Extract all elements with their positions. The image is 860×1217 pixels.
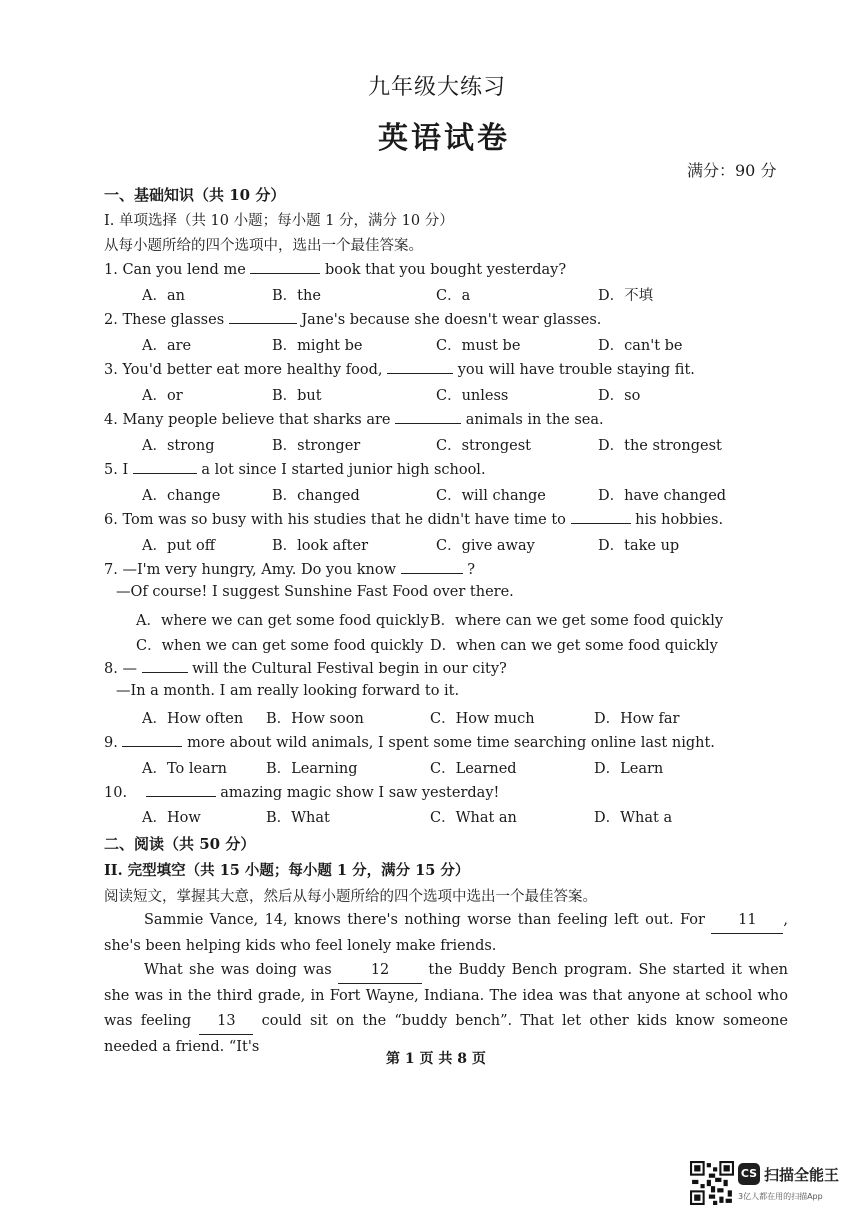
question-stem	[104, 259, 566, 278]
option-d: D．when can we get some food quickly	[430, 638, 718, 654]
stem-pre: 10.	[104, 785, 128, 801]
option-b: B．look after	[272, 538, 368, 554]
stem-pre: 6. Tom was so busy with his studies that he didn't have time to	[104, 512, 566, 528]
stem-post: will the Cultural Festival begin in our city?	[192, 661, 507, 677]
option-c: C．give away	[436, 538, 535, 554]
option-c: C．when we can get some food quickly	[136, 638, 424, 654]
option-a: A．change	[142, 488, 221, 504]
answer-blank	[146, 782, 216, 797]
option-c: C．What an	[430, 810, 517, 826]
instruction: 从每小题所给的四个选项中，选出一个最佳答案。	[104, 238, 423, 254]
cloze-blank: 13	[199, 1009, 253, 1035]
passage-text: the Buddy Bench program. She started it when she was in the third grade, in Fort Wayne, Indiana. The idea was that anyone at school who was feeling	[104, 962, 789, 1029]
passage-text: Sammie Vance, 14, knows there's nothing worse than feeling left out. For	[144, 912, 705, 928]
answer-blank	[122, 732, 182, 747]
stem-post: a lot since I started junior high school.	[201, 462, 486, 478]
question-stem	[104, 732, 715, 751]
option-a: A．or	[142, 388, 183, 404]
instruction: 阅读短文，掌握其大意，然后从每小题所给的四个选项中选出一个最佳答案。	[104, 889, 597, 905]
passage-text: could sit on the “buddy bench”. That let other kids know someone needed a friend. “It's	[104, 1013, 788, 1055]
option-c: C．a	[436, 288, 471, 304]
option-b: B．How soon	[266, 711, 364, 727]
option-a: A．are	[142, 338, 192, 354]
question-stem	[104, 509, 723, 528]
question-stem	[104, 559, 475, 578]
stem-post: his hobbies.	[635, 512, 724, 528]
section-heading: 一、基础知识（共 10 分）	[104, 186, 286, 204]
answer-blank	[133, 459, 197, 474]
question-stem	[104, 359, 695, 378]
stem-pre: 4. Many people believe that sharks are	[104, 412, 391, 428]
stem-post: you will have trouble staying fit.	[457, 362, 695, 378]
exam-subtitle: 九年级大练习	[368, 75, 507, 100]
answer-blank	[571, 509, 631, 524]
option-b: B．stronger	[272, 438, 361, 454]
option-b: B．but	[272, 388, 322, 404]
section-heading: 二、阅读（共 50 分）	[104, 835, 256, 853]
option-a: A．How	[142, 810, 201, 826]
stem-post: Jane's because she doesn't wear glasses.	[301, 312, 602, 328]
option-b: B．Learning	[266, 761, 358, 777]
option-b: B．the	[272, 288, 321, 304]
scanner-brand: 扫描全能王	[764, 1166, 840, 1184]
stem-pre: 7. —I'm very hungry, Amy. Do you know	[104, 562, 397, 578]
answer-blank	[142, 658, 188, 673]
passage-text: What she was doing was	[144, 962, 332, 978]
option-a: A．put off	[142, 538, 216, 554]
answer-blank	[395, 409, 461, 424]
option-d: D．the strongest	[598, 438, 722, 454]
option-a: A．where we can get some food quickly	[136, 613, 429, 629]
exam-title: 英语试卷	[378, 121, 510, 156]
question-stem	[104, 409, 604, 428]
option-d: D．have changed	[598, 488, 727, 504]
stem-post: amazing magic show I saw yesterday!	[220, 785, 500, 801]
option-d: D．take up	[598, 538, 680, 554]
cloze-blank: 11	[711, 908, 783, 934]
stem-pre: 5. I	[104, 462, 129, 478]
full-score: 满分：90 分	[687, 161, 777, 180]
option-c: C．Learned	[430, 761, 517, 777]
part-heading: I. 单项选择（共 10 小题；每小题 1 分，满分 10 分）	[104, 213, 454, 229]
question-stem	[104, 309, 601, 328]
option-a: A．an	[142, 288, 185, 304]
option-d: D．How far	[594, 711, 680, 727]
qr-code-icon	[690, 1161, 734, 1209]
stem-post: ?	[467, 562, 476, 578]
passage-paragraph-2	[104, 958, 788, 1060]
part-heading: II. 完型填空（共 15 小题；每小题 1 分，满分 15 分）	[104, 862, 470, 879]
cloze-blank: 12	[338, 958, 422, 984]
option-b: B．might be	[272, 338, 363, 354]
stem-post: book that you bought yesterday?	[325, 262, 567, 278]
option-c: C．How much	[430, 711, 535, 727]
answer-blank	[250, 259, 320, 274]
dialogue-reply: —In a month. I am really looking forward to it.	[116, 683, 460, 699]
stem-pre: 3. You'd better eat more healthy food,	[104, 362, 383, 378]
answer-blank	[229, 309, 297, 324]
option-d: D．不填	[598, 288, 654, 304]
stem-post: animals in the sea.	[465, 412, 604, 428]
passage-paragraph-1	[104, 908, 788, 959]
option-d: D．can't be	[598, 338, 683, 354]
option-b: B．changed	[272, 488, 360, 504]
option-b: B．What	[266, 810, 330, 826]
dialogue-reply: —Of course! I suggest Sunshine Fast Food over there.	[116, 584, 514, 600]
option-d: D．Learn	[594, 761, 664, 777]
scanner-tagline: 3亿人都在用的扫描App	[738, 1192, 823, 1201]
question-stem	[104, 782, 499, 801]
option-d: D．What a	[594, 810, 673, 826]
answer-blank	[387, 359, 453, 374]
passage-text: , she's been helping kids who feel lonely make friends.	[104, 912, 789, 954]
answer-blank	[401, 559, 463, 574]
page-footer: 第 1 页 共 8 页	[386, 1051, 486, 1067]
stem-pre: 8. —	[104, 661, 137, 677]
option-c: C．unless	[436, 388, 509, 404]
scanner-logo-icon: CS	[738, 1163, 760, 1185]
option-a: A．strong	[142, 438, 215, 454]
question-stem	[104, 459, 486, 478]
stem-pre: 2. These glasses	[104, 312, 225, 328]
question-stem	[104, 658, 507, 677]
option-a: A．To learn	[142, 761, 227, 777]
option-c: C．will change	[436, 488, 546, 504]
option-a: A．How often	[142, 711, 244, 727]
option-c: C．strongest	[436, 438, 531, 454]
option-d: D．so	[598, 388, 641, 404]
stem-pre: 1. Can you lend me	[104, 262, 246, 278]
stem-post: more about wild animals, I spent some time searching online last night.	[187, 735, 715, 751]
stem-pre: 9.	[104, 735, 118, 751]
option-b: B．where can we get some food quickly	[430, 613, 724, 629]
option-c: C．must be	[436, 338, 521, 354]
